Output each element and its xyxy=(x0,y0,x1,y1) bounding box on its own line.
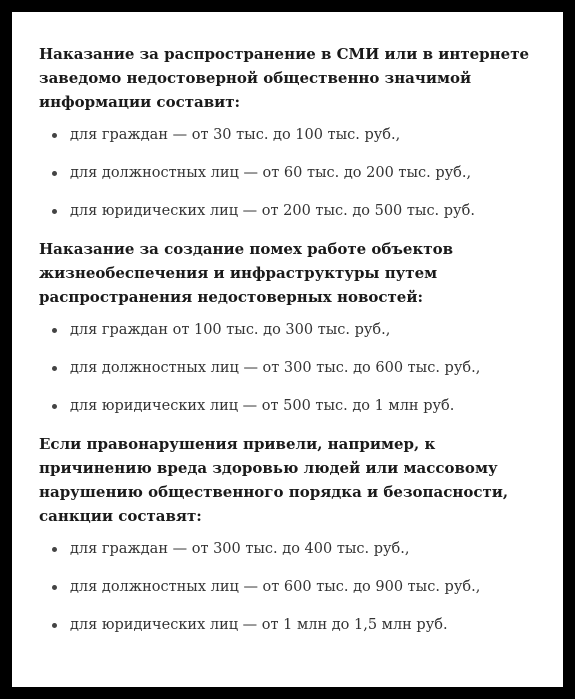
list-item xyxy=(39,613,539,637)
list-item xyxy=(39,199,539,223)
penalty-list xyxy=(39,123,539,223)
bullet-icon xyxy=(52,209,57,214)
section-fines-fake-news xyxy=(39,42,539,223)
list-item-text: для должностных лиц — от 600 тыс. до 900 тыс. руб., xyxy=(70,579,481,595)
list-item-text: для граждан от 100 тыс. до 300 тыс. руб., xyxy=(70,322,391,338)
list-item-text: для граждан — от 300 тыс. до 400 тыс. руб., xyxy=(70,541,410,557)
section-fines-harm xyxy=(39,432,539,637)
list-item-text: для юридических лиц — от 500 тыс. до 1 млн руб. xyxy=(70,398,455,414)
list-item-text: для должностных лиц — от 300 тыс. до 600 тыс. руб., xyxy=(70,360,481,376)
section-title: Наказание за распространение в СМИ или в интернете заведомо недостоверной общественно значимой информации составит: xyxy=(39,45,530,111)
bullet-icon xyxy=(52,404,57,409)
penalty-list xyxy=(39,318,539,418)
section-title: Если правонарушения привели, например, к причинению вреда здоровью людей или массовому нарушению общественного порядка и безопасности, санкции составят: xyxy=(39,435,509,525)
bullet-icon xyxy=(52,623,57,628)
bullet-icon xyxy=(52,547,57,552)
section-title: Наказание за создание помех работе объектов жизнеобеспечения и инфраструктуры путем распространения недостоверных новостей: xyxy=(39,240,454,306)
list-item-text: для граждан — от 30 тыс. до 100 тыс. руб., xyxy=(70,127,401,143)
bullet-icon xyxy=(52,328,57,333)
list-item xyxy=(39,575,539,599)
list-item xyxy=(39,394,539,418)
section-fines-infrastructure xyxy=(39,237,539,418)
list-item-text: для должностных лиц — от 60 тыс. до 200 тыс. руб., xyxy=(70,165,472,181)
list-item xyxy=(39,123,539,147)
bullet-icon xyxy=(52,133,57,138)
list-item-text: для юридических лиц — от 200 тыс. до 500 тыс. руб. xyxy=(70,203,475,219)
penalty-list xyxy=(39,537,539,637)
bullet-icon xyxy=(52,366,57,371)
document-page xyxy=(12,12,563,687)
list-item xyxy=(39,318,539,342)
list-item xyxy=(39,356,539,380)
bullet-icon xyxy=(52,171,57,176)
bullet-icon xyxy=(52,585,57,590)
list-item xyxy=(39,537,539,561)
list-item-text: для юридических лиц — от 1 млн до 1,5 млн руб. xyxy=(70,617,448,633)
list-item xyxy=(39,161,539,185)
